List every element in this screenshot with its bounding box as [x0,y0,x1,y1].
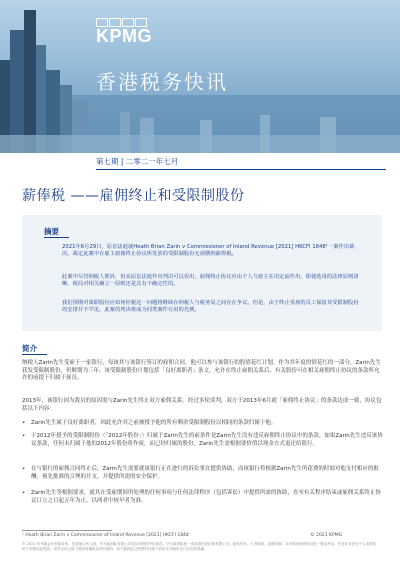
abstract-paragraph: 此案中尽管纳税人胜诉，但从原讼法庭作出判决可以看出，雇佣终止协议应由个人与雇主在决定前作出，即使选用的法律原则清晰，税局对相关确立一原则还是具有不确定性的。 [62,274,359,288]
list-item [22,433,384,448]
hero-banner [0,0,400,153]
list-item-text: Zarin先生属于良好离职者，因此允许其之前被授予他的所有剩余受限制股份以相同的条款归属于他。 [31,420,277,426]
footnote-rule [22,530,112,531]
list-item-text: 于2012年授予的受限制股份（「2012年股份」）归属于Zarin先生的前条件是Zarin先生没有违反雇佣终止协议中的条款。如果Zarin先生违反该协议条款，任何未归属于他的2012年股份将作废，而已经归属的股份，Zarin先生需根据要价值以现金方式退还给银行。 [31,433,383,447]
disclaimer: © 2021 毕马威会计师事务所，是香港合伙人制，毕马威国际有限公司成员所网络中的成员。毕马威国际是一家英国私营担保有限公司。版权所有，不得转载。香港印刷。本刊物所载资料仅供一般参考用，并非针对任何个人或团体的个别情况而提供。虽然本所已致力提供准确和及时的资料，但不能保证这些资料在阁下收取本刊物时或日后仍然准确。 [22,542,377,551]
bullet-icon: • [22,466,26,472]
intro-heading: 简介 [22,344,37,353]
article-title: 薪俸税 ——雇佣终止和受限制股份 [22,188,245,204]
bullet-icon: • [22,433,26,439]
abstract-heading: 摘要 [44,227,59,236]
heading-underline [44,237,69,238]
list-item-text: Zarin先生等根据要求，就其在受雇期间所处理的任何事项与任何法律程序（包括诉讼）中提供所需的协助，直至有关程序结束或雇佣关系终止协议订立之日起五年为止，以两者中较早者为准。 [31,490,381,504]
intro-paragraph: 纳税人Zarin先生受雇于一家银行，每该其与该银行签订的雇佣合同，他可以参与该银行的股情花红计划。作为其年度的情花红的一部分，Zarin先生获发受限制股份，但解期为三年。该受限制股份计划包括「良好离职者」条文，允许在终止雇佣关系后，有关股份可在相关雇佣终止协议的条款所允许的前提下归属于雇员。 [22,360,381,382]
list-item [22,420,384,428]
divider [96,169,386,170]
list-item [22,466,384,481]
footnote-text: ¹ Heath Brian Zarin v Commissioner of Inland Revenue [2021] HKCFI 1848 [22,533,189,538]
list-item [22,490,384,505]
kpmg-logo: KPMG [96,26,152,46]
copyright-mark: © 2021 KPMG [310,533,343,538]
abstract-paragraph: 2021年6月29日，原讼法庭就Heath Brian Zarin v Commissioner of Inland Revenue [2021] HKCFI 1848¹一案作出裁决，裁定此案中在雇主雇佣终止协议所发放的受限制股份无须缴纳薪俸税。 [62,244,355,258]
bullet-icon: • [22,420,26,426]
list-item-text: 在与银行的雇佣合同终止后，Zarin先生需要就该银行正在进行的诉讼事宜提供协助，而该银行将根据Zarin先生所花费的时间对他支付相应的报酬。预先批准的合理的开支，并提供所需的安全保护。 [31,466,379,480]
bullet-icon: • [22,490,26,496]
publication-title: 香港税务快讯 [96,70,228,94]
footnote [22,533,342,538]
issue-info: 第七期 | 二零二一年七月 [96,157,179,166]
abstract-paragraph: 我们预期对离职股份应如何征税这一问题将继续在纳税人与税务局之间存在争议。但是，由于终止受雇的员工保留其受限制股份的安排并不罕见，此案的判决将成为同类案件有用的先例。 [62,300,359,314]
intro-paragraph: 2013年，该银行因为裁员的原因需与Zarin先生终止双方雇佣关系。经过多轮谈判，双方于2013年6月就「雇佣终止协议」的条款达成一致，协议包括以下内容： [22,398,382,412]
heading-underline [22,354,47,355]
